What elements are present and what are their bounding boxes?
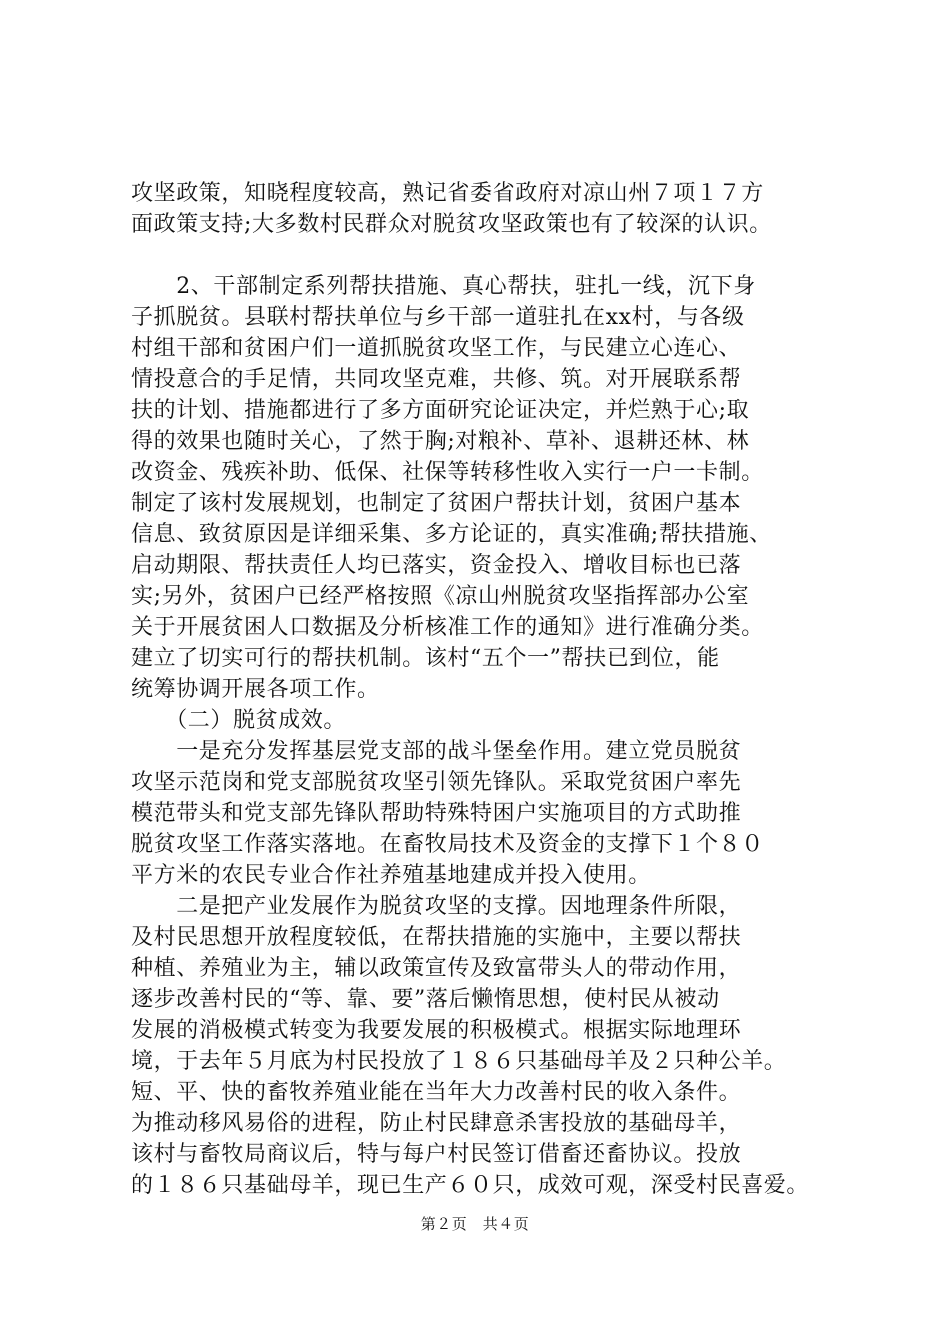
text-line: 二是把产业发展作为脱贫攻坚的支撑。因地理条件所限， xyxy=(131,894,742,919)
text-line: 统筹协调开展各项工作。 xyxy=(131,677,380,702)
text-line: 得的效果也随时关心，了然于胸;对粮补、草补、退耕还林、林 xyxy=(131,429,750,454)
text-line: 村组干部和贫困户们一道抓脱贫攻坚工作，与民建立心连心、 xyxy=(131,336,742,361)
paragraph-gap xyxy=(131,240,831,271)
text-line: 的１８６只基础母羊，现已生产６０只，成效可观，深受村民喜爱。 xyxy=(131,1173,810,1198)
text-line: 一是充分发挥基层党支部的战斗堡垒作用。建立党员脱贫 xyxy=(131,739,742,764)
text-line: 扶的计划、措施都进行了多方面研究论证决定，并烂熟于心;取 xyxy=(131,398,750,423)
section-heading: （二）脱贫成效。 xyxy=(131,708,347,733)
text-line: 及村民思想开放程度较低，在帮扶措施的实施中，主要以帮扶 xyxy=(131,925,742,950)
text-line: 启动期限、帮扶责任人均已落实，资金投入、增收目标也已落 xyxy=(131,553,742,578)
text-line: 平方米的农民专业合作社养殖基地建成并投入使用。 xyxy=(131,863,651,888)
text-line: 该村与畜牧局商议后，特与每户村民签订借畜还畜协议。投放 xyxy=(131,1142,742,1167)
text-line: 子抓脱贫。县联村帮扶单位与乡干部一道驻扎在xx村，与各级 xyxy=(131,305,745,330)
text-line: 实;另外，贫困户已经严格按照《凉山州脱贫攻坚指挥部办公室 xyxy=(131,584,750,609)
text-line: 2、干部制定系列帮扶措施、真心帮扶，驻扎一线，沉下身 xyxy=(131,274,756,299)
text-line: 攻坚政策，知晓程度较高，熟记省委省政府对凉山州７项１７方 xyxy=(131,181,764,206)
text-line: 逐步改善村民的“等、靠、要”落后懒惰思想，使村民从被动 xyxy=(131,987,720,1012)
text-line: 发展的消极模式转变为我要发展的积极模式。根据实际地理环 xyxy=(131,1018,742,1043)
text-line: 种植、养殖业为主，辅以政策宣传及致富带头人的带动作用， xyxy=(131,956,742,981)
text-line: 为推动移风易俗的进程，防止村民肆意杀害投放的基础母羊， xyxy=(131,1111,742,1136)
text-line: 短、平、快的畜牧养殖业能在当年大力改善村民的收入条件。 xyxy=(131,1080,742,1105)
text-line: 模范带头和党支部先锋队帮助特殊特困户实施项目的方式助推 xyxy=(131,801,742,826)
page-number-footer: 第２页 共４页 xyxy=(420,1215,530,1233)
text-line: 情投意合的手足情，共同攻坚克难，共修、筑。对开展联系帮 xyxy=(131,367,742,392)
text-line: 信息、致贫原因是详细采集、多方论证的，真实准确;帮扶措施、 xyxy=(131,522,772,547)
text-line: 改资金、残疾补助、低保、社保等转移性收入实行一户一卡制。 xyxy=(131,460,764,485)
text-line: 建立了切实可行的帮扶机制。该村“五个一”帮扶已到位，能 xyxy=(131,646,720,671)
text-line: 关于开展贫困人口数据及分析核准工作的通知》进行准确分类。 xyxy=(131,615,764,640)
text-line: 制定了该村发展规划，也制定了贫困户帮扶计划，贫困户基本 xyxy=(131,491,742,516)
text-line: 境，于去年５月底为村民投放了１８６只基础母羊及２只种公羊。 xyxy=(131,1049,787,1074)
text-line: 面政策支持;大多数村民群众对脱贫攻坚政策也有了较深的认识。 xyxy=(131,212,772,237)
text-line: 攻坚示范岗和党支部脱贫攻坚引领先锋队。采取党贫困户率先 xyxy=(131,770,742,795)
text-line: 脱贫攻坚工作落实落地。在畜牧局技术及资金的支撑下１个８０ xyxy=(131,832,764,857)
document-body xyxy=(131,178,831,1201)
